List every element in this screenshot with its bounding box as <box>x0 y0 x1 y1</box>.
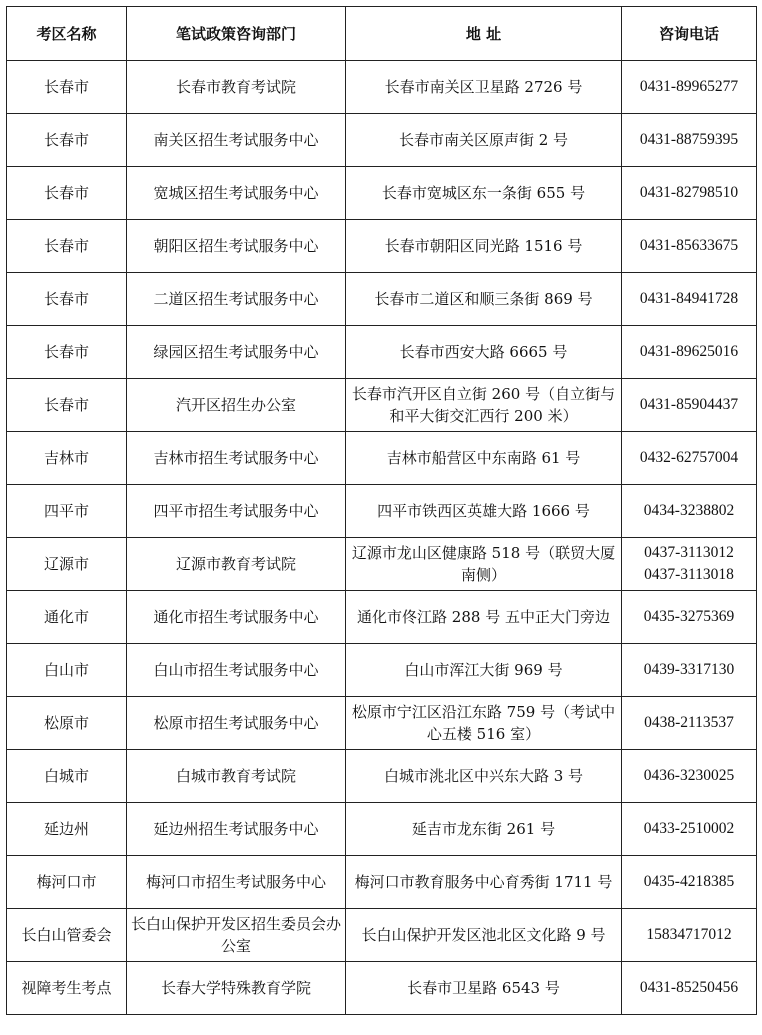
phone-cell <box>622 538 757 591</box>
phone-cell: 0436-3230025 <box>622 750 757 803</box>
phone-cell: 0435-3275369 <box>622 591 757 644</box>
table-row <box>7 591 757 644</box>
phone-cell: 0431-88759395 <box>622 114 757 167</box>
department-cell: 长白山保护开发区招生委员会办公室 <box>127 909 346 962</box>
contact-table <box>6 6 757 1015</box>
department-cell: 吉林市招生考试服务中心 <box>127 432 346 485</box>
phone-line-1: 0437-3113012 <box>644 544 734 561</box>
table-row <box>7 432 757 485</box>
address-cell: 长春市汽开区自立街 260 号（自立街与和平大街交汇西行 200 米） <box>346 379 622 432</box>
address-cell: 四平市铁西区英雄大路 1666 号 <box>346 485 622 538</box>
phone-cell: 0431-82798510 <box>622 167 757 220</box>
area-cell: 白城市 <box>7 750 127 803</box>
department-cell: 白山市招生考试服务中心 <box>127 644 346 697</box>
table-row <box>7 220 757 273</box>
department-cell: 白城市教育考试院 <box>127 750 346 803</box>
table-row <box>7 538 757 591</box>
table-row <box>7 962 757 1015</box>
phone-cell: 0431-84941728 <box>622 273 757 326</box>
table-row <box>7 114 757 167</box>
department-cell: 梅河口市招生考试服务中心 <box>127 856 346 909</box>
department-cell: 汽开区招生办公室 <box>127 379 346 432</box>
department-cell: 宽城区招生考试服务中心 <box>127 167 346 220</box>
phone-cell: 0431-89965277 <box>622 61 757 114</box>
address-cell: 长春市卫星路 6543 号 <box>346 962 622 1015</box>
address-cell: 长春市宽城区东一条街 655 号 <box>346 167 622 220</box>
phone-cell: 0438-2113537 <box>622 697 757 750</box>
area-cell: 长春市 <box>7 114 127 167</box>
address-cell: 长白山保护开发区池北区文化路 9 号 <box>346 909 622 962</box>
address-cell: 长春市南关区原声街 2 号 <box>346 114 622 167</box>
header-area: 考区名称 <box>7 7 127 61</box>
address-cell: 松原市宁江区沿江东路 759 号（考试中心五楼 516 室） <box>346 697 622 750</box>
address-cell: 梅河口市教育服务中心育秀街 1711 号 <box>346 856 622 909</box>
address-cell: 白城市洮北区中兴东大路 3 号 <box>346 750 622 803</box>
department-cell: 长春市教育考试院 <box>127 61 346 114</box>
address-cell: 通化市佟江路 288 号 五中正大门旁边 <box>346 591 622 644</box>
address-cell: 长春市南关区卫星路 2726 号 <box>346 61 622 114</box>
table-row <box>7 803 757 856</box>
phone-cell: 0431-85904437 <box>622 379 757 432</box>
area-cell: 松原市 <box>7 697 127 750</box>
table-row <box>7 856 757 909</box>
header-department: 笔试政策咨询部门 <box>127 7 346 61</box>
phone-cell: 0431-85633675 <box>622 220 757 273</box>
department-cell: 长春大学特殊教育学院 <box>127 962 346 1015</box>
header-phone: 咨询电话 <box>622 7 757 61</box>
area-cell: 长春市 <box>7 220 127 273</box>
phone-line-2: 0437-3113018 <box>644 566 734 583</box>
area-cell: 梅河口市 <box>7 856 127 909</box>
area-cell: 四平市 <box>7 485 127 538</box>
phone-cell: 15834717012 <box>622 909 757 962</box>
address-cell: 长春市二道区和顺三条街 869 号 <box>346 273 622 326</box>
header-address: 地 址 <box>346 7 622 61</box>
table-row <box>7 909 757 962</box>
area-cell: 长春市 <box>7 167 127 220</box>
area-cell: 长春市 <box>7 273 127 326</box>
department-cell: 二道区招生考试服务中心 <box>127 273 346 326</box>
area-cell: 白山市 <box>7 644 127 697</box>
area-cell: 长春市 <box>7 326 127 379</box>
table-row <box>7 697 757 750</box>
address-cell: 白山市浑江大街 969 号 <box>346 644 622 697</box>
address-cell: 长春市西安大路 6665 号 <box>346 326 622 379</box>
department-cell: 辽源市教育考试院 <box>127 538 346 591</box>
table-row <box>7 379 757 432</box>
area-cell: 长春市 <box>7 61 127 114</box>
header-row <box>7 7 757 61</box>
phone-cell: 0432-62757004 <box>622 432 757 485</box>
department-cell: 朝阳区招生考试服务中心 <box>127 220 346 273</box>
address-cell: 延吉市龙东街 261 号 <box>346 803 622 856</box>
area-cell: 通化市 <box>7 591 127 644</box>
phone-cell: 0439-3317130 <box>622 644 757 697</box>
area-cell: 延边州 <box>7 803 127 856</box>
table-row <box>7 326 757 379</box>
table-row <box>7 644 757 697</box>
department-cell: 绿园区招生考试服务中心 <box>127 326 346 379</box>
table-row <box>7 167 757 220</box>
area-cell: 长春市 <box>7 379 127 432</box>
area-cell: 长白山管委会 <box>7 909 127 962</box>
phone-cell: 0435-4218385 <box>622 856 757 909</box>
table-row <box>7 61 757 114</box>
area-cell: 辽源市 <box>7 538 127 591</box>
department-cell: 松原市招生考试服务中心 <box>127 697 346 750</box>
address-cell: 辽源市龙山区健康路 518 号（联贸大厦南侧） <box>346 538 622 591</box>
phone-cell: 0433-2510002 <box>622 803 757 856</box>
area-cell: 吉林市 <box>7 432 127 485</box>
phone-cell: 0431-89625016 <box>622 326 757 379</box>
department-cell: 延边州招生考试服务中心 <box>127 803 346 856</box>
phone-cell: 0431-85250456 <box>622 962 757 1015</box>
address-cell: 吉林市船营区中东南路 61 号 <box>346 432 622 485</box>
table-row <box>7 273 757 326</box>
department-cell: 通化市招生考试服务中心 <box>127 591 346 644</box>
table-row <box>7 750 757 803</box>
phone-cell: 0434-3238802 <box>622 485 757 538</box>
area-cell: 视障考生考点 <box>7 962 127 1015</box>
department-cell: 南关区招生考试服务中心 <box>127 114 346 167</box>
table-row <box>7 485 757 538</box>
department-cell: 四平市招生考试服务中心 <box>127 485 346 538</box>
address-cell: 长春市朝阳区同光路 1516 号 <box>346 220 622 273</box>
